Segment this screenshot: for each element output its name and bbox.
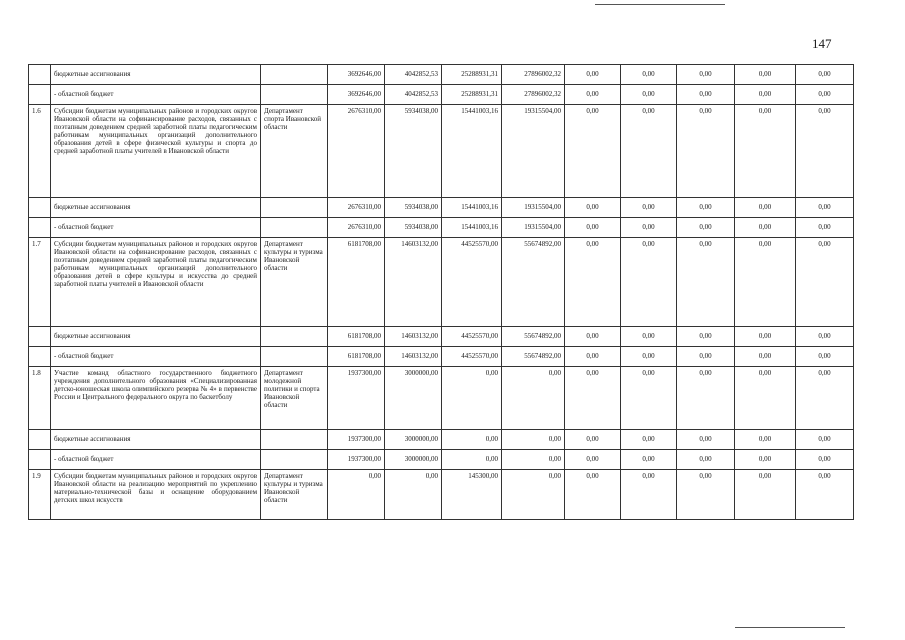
value-cell: 5934038,00 (385, 218, 442, 238)
value-cell: 0,00 (677, 470, 735, 520)
value-cell: 0,00 (677, 347, 735, 367)
description-cell: Субсидии бюджетам муниципальных районов и городских округов Ивановской области на софинансирование расходов, связанных с поэтапным доведением средней заработной платы педагогическим работникам муниципальных организаций дополнительного образования детей в сфере физической культуры и спорта до средней заработной платы учителей в Ивановской области (51, 105, 261, 198)
value-cell: 1937300,00 (328, 430, 385, 450)
value-cell: 0,00 (796, 238, 854, 327)
table-row-sum (29, 218, 854, 238)
department-cell: Департамент культуры и туризма Ивановской области (261, 238, 328, 327)
page-number: 147 (812, 36, 832, 51)
value-cell: 14603132,00 (385, 327, 442, 347)
row-number-cell: 1.6 (29, 105, 51, 198)
department-cell (261, 430, 328, 450)
value-cell: 5934038,00 (385, 198, 442, 218)
row-number-cell (29, 65, 51, 85)
value-cell: 14603132,00 (385, 347, 442, 367)
department-cell (261, 198, 328, 218)
value-cell: 0,00 (565, 347, 621, 367)
value-cell: 0,00 (735, 65, 796, 85)
value-cell: 0,00 (565, 85, 621, 105)
description-cell: - областной бюджет (51, 450, 261, 470)
row-number-cell (29, 198, 51, 218)
description-cell: Субсидии бюджетам муниципальных районов и городских округов Ивановской области на софинансирование расходов, связанных с поэтапным доведением средней заработной платы педагогическим работникам муниципальных организаций дополнительного образования детей в сфере культуры и искусства до средней заработной платы учителей в Ивановской области (51, 238, 261, 327)
budget-table (28, 64, 854, 520)
value-cell: 55674892,00 (502, 238, 565, 327)
department-cell (261, 327, 328, 347)
description-cell: - областной бюджет (51, 347, 261, 367)
value-cell: 0,00 (796, 430, 854, 450)
value-cell: 0,00 (621, 347, 677, 367)
value-cell: 0,00 (735, 218, 796, 238)
value-cell: 6181708,00 (328, 238, 385, 327)
value-cell: 55674892,00 (502, 327, 565, 347)
value-cell: 0,00 (796, 327, 854, 347)
value-cell: 19315504,00 (502, 105, 565, 198)
department-cell (261, 347, 328, 367)
table-row-item (29, 367, 854, 430)
value-cell: 3000000,00 (385, 430, 442, 450)
value-cell: 0,00 (565, 470, 621, 520)
description-cell: бюджетные ассигнования (51, 327, 261, 347)
value-cell: 0,00 (735, 85, 796, 105)
value-cell: 0,00 (677, 367, 735, 430)
value-cell: 0,00 (735, 198, 796, 218)
table-row-sum (29, 430, 854, 450)
table-row-sum (29, 85, 854, 105)
department-cell: Департамент молодежной политики и спорта Ивановской области (261, 367, 328, 430)
value-cell: 0,00 (796, 450, 854, 470)
value-cell: 27896002,32 (502, 85, 565, 105)
value-cell: 1937300,00 (328, 450, 385, 470)
value-cell: 0,00 (442, 367, 502, 430)
description-cell: - областной бюджет (51, 218, 261, 238)
value-cell: 0,00 (621, 218, 677, 238)
value-cell: 0,00 (735, 367, 796, 430)
row-number-cell: 1.8 (29, 367, 51, 430)
value-cell: 0,00 (565, 65, 621, 85)
table-row-sum (29, 450, 854, 470)
value-cell: 0,00 (796, 218, 854, 238)
scan-mark-top (595, 4, 725, 5)
value-cell: 0,00 (565, 218, 621, 238)
department-cell (261, 218, 328, 238)
value-cell: 6181708,00 (328, 327, 385, 347)
value-cell: 0,00 (621, 105, 677, 198)
value-cell: 0,00 (621, 327, 677, 347)
value-cell: 15441003,16 (442, 198, 502, 218)
value-cell: 0,00 (735, 347, 796, 367)
department-cell (261, 65, 328, 85)
value-cell: 0,00 (565, 105, 621, 198)
value-cell: 0,00 (565, 327, 621, 347)
row-number-cell (29, 218, 51, 238)
department-cell (261, 450, 328, 470)
table-row-sum (29, 65, 854, 85)
value-cell: 0,00 (677, 105, 735, 198)
value-cell: 3000000,00 (385, 450, 442, 470)
department-cell (261, 85, 328, 105)
description-cell: Участие команд областного государственного бюджетного учреждения дополнительного образования «Специализированная детско-юношеская школа олимпийского резерва № 4» в первенстве России и Центрального федерального округа по баскетболу (51, 367, 261, 430)
value-cell: 0,00 (735, 430, 796, 450)
value-cell: 0,00 (796, 347, 854, 367)
value-cell: 0,00 (621, 85, 677, 105)
value-cell: 0,00 (621, 367, 677, 430)
value-cell: 27896002,32 (502, 65, 565, 85)
value-cell: 2676310,00 (328, 198, 385, 218)
value-cell: 4042852,53 (385, 65, 442, 85)
value-cell: 0,00 (677, 65, 735, 85)
value-cell: 0,00 (796, 367, 854, 430)
value-cell: 1937300,00 (328, 367, 385, 430)
value-cell: 0,00 (677, 430, 735, 450)
row-number-cell (29, 327, 51, 347)
value-cell: 0,00 (502, 470, 565, 520)
value-cell: 44525570,00 (442, 238, 502, 327)
value-cell: 5934038,00 (385, 105, 442, 198)
row-number-cell: 1.9 (29, 470, 51, 520)
row-number-cell (29, 430, 51, 450)
table-row-sum (29, 198, 854, 218)
table-row-item (29, 238, 854, 327)
value-cell: 0,00 (677, 238, 735, 327)
table-row-sum (29, 347, 854, 367)
value-cell: 0,00 (621, 198, 677, 218)
value-cell: 44525570,00 (442, 327, 502, 347)
row-number-cell (29, 450, 51, 470)
value-cell: 0,00 (442, 430, 502, 450)
value-cell: 0,00 (735, 450, 796, 470)
row-number-cell (29, 347, 51, 367)
value-cell: 4042852,53 (385, 85, 442, 105)
value-cell: 15441003,16 (442, 218, 502, 238)
value-cell: 0,00 (385, 470, 442, 520)
value-cell: 0,00 (621, 470, 677, 520)
description-cell: бюджетные ассигнования (51, 430, 261, 450)
value-cell: 14603132,00 (385, 238, 442, 327)
value-cell: 55674892,00 (502, 347, 565, 367)
value-cell: 3000000,00 (385, 367, 442, 430)
value-cell: 0,00 (735, 470, 796, 520)
value-cell: 0,00 (735, 327, 796, 347)
value-cell: 0,00 (502, 430, 565, 450)
value-cell: 19315504,00 (502, 218, 565, 238)
value-cell: 0,00 (677, 327, 735, 347)
value-cell: 25288931,31 (442, 85, 502, 105)
department-cell: Департамент культуры и туризма Ивановской области (261, 470, 328, 520)
description-cell: бюджетные ассигнования (51, 65, 261, 85)
value-cell: 0,00 (796, 470, 854, 520)
value-cell: 0,00 (796, 198, 854, 218)
value-cell: 0,00 (677, 198, 735, 218)
value-cell: 44525570,00 (442, 347, 502, 367)
value-cell: 0,00 (796, 65, 854, 85)
description-cell: - областной бюджет (51, 85, 261, 105)
scan-mark-bottom (735, 627, 845, 628)
value-cell: 0,00 (735, 238, 796, 327)
value-cell: 0,00 (796, 85, 854, 105)
value-cell: 2676310,00 (328, 218, 385, 238)
value-cell: 6181708,00 (328, 347, 385, 367)
value-cell: 0,00 (621, 238, 677, 327)
value-cell: 0,00 (677, 450, 735, 470)
value-cell: 0,00 (621, 430, 677, 450)
table-row-item (29, 105, 854, 198)
row-number-cell: 1.7 (29, 238, 51, 327)
value-cell: 0,00 (735, 105, 796, 198)
description-cell: бюджетные ассигнования (51, 198, 261, 218)
value-cell: 0,00 (565, 238, 621, 327)
value-cell: 0,00 (442, 450, 502, 470)
value-cell: 0,00 (796, 105, 854, 198)
value-cell: 3692646,00 (328, 65, 385, 85)
value-cell: 19315504,00 (502, 198, 565, 218)
table-row-sum (29, 327, 854, 347)
value-cell: 15441003,16 (442, 105, 502, 198)
department-cell: Департамент спорта Ивановской области (261, 105, 328, 198)
value-cell: 0,00 (565, 430, 621, 450)
value-cell: 0,00 (621, 450, 677, 470)
value-cell: 3692646,00 (328, 85, 385, 105)
value-cell: 0,00 (565, 367, 621, 430)
value-cell: 0,00 (502, 450, 565, 470)
description-cell: Субсидии бюджетам муниципальных районов и городских округов Ивановской области на реализацию мероприятий по укреплению материально-технической базы и оснащение оборудованием детских школ искусств (51, 470, 261, 520)
table-row-item (29, 470, 854, 520)
value-cell: 0,00 (565, 450, 621, 470)
value-cell: 0,00 (621, 65, 677, 85)
value-cell: 2676310,00 (328, 105, 385, 198)
value-cell: 0,00 (502, 367, 565, 430)
row-number-cell (29, 85, 51, 105)
value-cell: 25288931,31 (442, 65, 502, 85)
value-cell: 0,00 (328, 470, 385, 520)
value-cell: 145300,00 (442, 470, 502, 520)
value-cell: 0,00 (677, 218, 735, 238)
value-cell: 0,00 (677, 85, 735, 105)
value-cell: 0,00 (565, 198, 621, 218)
